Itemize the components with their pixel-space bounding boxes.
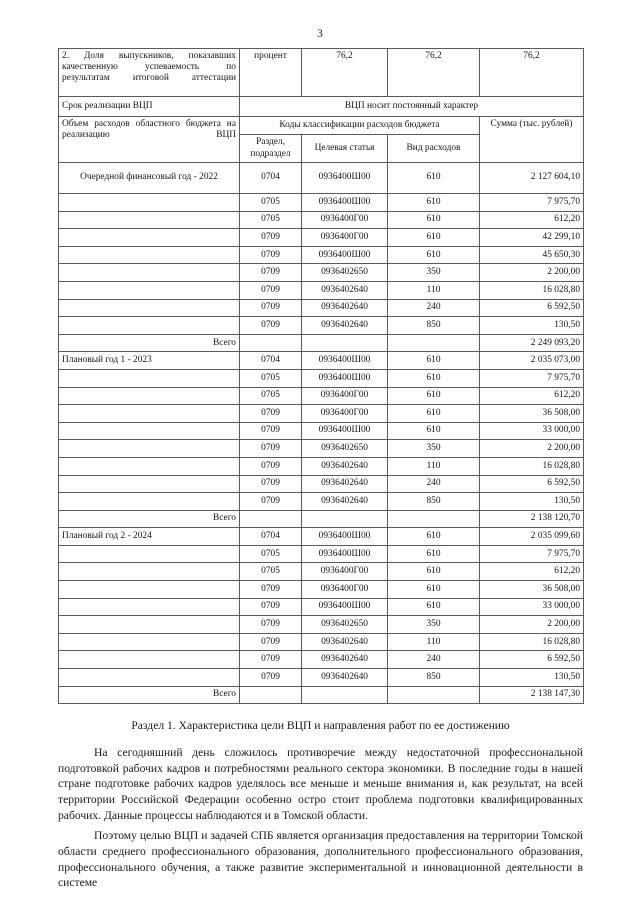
cell-vid: 610 — [388, 405, 480, 423]
cell-vid: 610 — [388, 598, 480, 616]
cell-celevaya: 0936402650 — [302, 616, 388, 634]
cell-razdel: 0704 — [240, 352, 302, 370]
cell-empty — [59, 317, 240, 335]
cell-vid: 350 — [388, 440, 480, 458]
cell-summa: 7 975,70 — [480, 369, 584, 387]
cell-empty — [59, 440, 240, 458]
cell-razdel: 0705 — [240, 194, 302, 212]
cell-summa: 16 028,80 — [480, 457, 584, 475]
table-row — [59, 246, 584, 264]
cell-razdel: 0709 — [240, 317, 302, 335]
table-row — [59, 163, 584, 194]
sum-label: Сумма (тыс. рублей) — [480, 117, 584, 163]
cell-vid: 350 — [388, 264, 480, 282]
table-row — [59, 422, 584, 440]
table-row — [59, 405, 584, 423]
cell-razdel: 0709 — [240, 457, 302, 475]
table-row — [59, 545, 584, 563]
cell-razdel: 0709 — [240, 299, 302, 317]
table-row-indicator — [59, 49, 584, 97]
table-row-total — [59, 686, 584, 704]
table-row — [59, 440, 584, 458]
cell-vid: 850 — [388, 317, 480, 335]
table-row — [59, 493, 584, 511]
cell-vid: 610 — [388, 229, 480, 247]
cell-empty — [59, 651, 240, 669]
document-body — [58, 48, 583, 891]
cell-celevaya: 0936402640 — [302, 493, 388, 511]
indicator-value-1: 76,2 — [302, 49, 388, 97]
paragraph-1: На сегодняшний день сложилось противоречие между недостаточной профессиональной подготовкой рабочих кадров и потребностями реального сектора экономики. В последние годы в нашей стране подготовке рабочих кадров уделялось все меньше и меньше внимания и, как результат, на всей территории Российской Федерации особенно остро стоит проблема подготовки квалифицированных рабочих. Данные процессы наблюдаются и в Томской области. — [58, 745, 583, 823]
cell-razdel: 0709 — [240, 669, 302, 687]
cell-razdel: 0709 — [240, 581, 302, 599]
cell-empty — [59, 211, 240, 229]
cell-summa: 6 592,50 — [480, 475, 584, 493]
cell-celevaya: 0936400Ш00 — [302, 163, 388, 194]
table-row — [59, 211, 584, 229]
cell-celevaya: 0936402650 — [302, 440, 388, 458]
cell-empty — [59, 475, 240, 493]
cell-summa: 2 035 073,00 — [480, 352, 584, 370]
table-row — [59, 581, 584, 599]
table-row — [59, 317, 584, 335]
total-label: Всего — [59, 334, 240, 352]
cell-razdel: 0704 — [240, 528, 302, 546]
cell-vid: 610 — [388, 352, 480, 370]
cell-celevaya: 0936400Ш00 — [302, 246, 388, 264]
table-row — [59, 281, 584, 299]
cell-summa: 45 650,30 — [480, 246, 584, 264]
cell-razdel: 0709 — [240, 229, 302, 247]
table-row — [59, 669, 584, 687]
cell-summa: 36 508,00 — [480, 581, 584, 599]
table-row — [59, 387, 584, 405]
section-heading: Раздел 1. Характеристика цели ВЦП и направления работ по ее достижению — [131, 719, 510, 733]
cell-empty — [59, 545, 240, 563]
cell-empty — [59, 299, 240, 317]
cell-empty — [302, 686, 388, 704]
cell-summa: 42 299,10 — [480, 229, 584, 247]
cell-empty — [240, 510, 302, 528]
cell-summa: 130,50 — [480, 669, 584, 687]
cell-razdel: 0709 — [240, 440, 302, 458]
cell-vid: 110 — [388, 633, 480, 651]
cell-razdel: 0705 — [240, 563, 302, 581]
section-title: Плановый год 2 - 2024 — [59, 528, 240, 546]
total-summa: 2 138 147,30 — [480, 686, 584, 704]
cell-razdel: 0709 — [240, 651, 302, 669]
cell-summa: 16 028,80 — [480, 633, 584, 651]
cell-empty — [59, 264, 240, 282]
cell-vid: 610 — [388, 163, 480, 194]
table-row — [59, 563, 584, 581]
cell-razdel: 0705 — [240, 369, 302, 387]
cell-razdel: 0709 — [240, 598, 302, 616]
table-row — [59, 369, 584, 387]
cell-summa: 6 592,50 — [480, 651, 584, 669]
table-row — [59, 264, 584, 282]
cell-summa: 7 975,70 — [480, 194, 584, 212]
cell-razdel: 0709 — [240, 422, 302, 440]
cell-vid: 850 — [388, 669, 480, 687]
cell-vid: 610 — [388, 387, 480, 405]
table-row — [59, 229, 584, 247]
total-label: Всего — [59, 510, 240, 528]
cell-celevaya: 0936402640 — [302, 299, 388, 317]
cell-vid: 610 — [388, 581, 480, 599]
cell-vid: 110 — [388, 457, 480, 475]
table-row — [59, 475, 584, 493]
cell-summa: 6 592,50 — [480, 299, 584, 317]
cell-empty — [59, 405, 240, 423]
cell-empty — [59, 616, 240, 634]
table-row — [59, 616, 584, 634]
cell-celevaya: 0936400Г00 — [302, 405, 388, 423]
cell-summa: 33 000,00 — [480, 422, 584, 440]
table-row — [59, 598, 584, 616]
table-row — [59, 528, 584, 546]
cell-vid: 610 — [388, 422, 480, 440]
cell-razdel: 0705 — [240, 211, 302, 229]
cell-summa: 2 200,00 — [480, 264, 584, 282]
cell-empty — [59, 598, 240, 616]
cell-vid: 610 — [388, 194, 480, 212]
table-row — [59, 194, 584, 212]
cell-summa: 2 200,00 — [480, 440, 584, 458]
cell-empty — [59, 281, 240, 299]
cell-summa: 36 508,00 — [480, 405, 584, 423]
cell-celevaya: 0936402640 — [302, 317, 388, 335]
table-row-total — [59, 334, 584, 352]
codes-label: Коды классификации расходов бюджета — [240, 117, 480, 135]
cell-summa: 2 200,00 — [480, 616, 584, 634]
cell-celevaya: 0936400Ш00 — [302, 369, 388, 387]
cell-summa: 130,50 — [480, 493, 584, 511]
cell-celevaya: 0936402650 — [302, 264, 388, 282]
indicator-unit: процент — [240, 49, 302, 97]
cell-razdel: 0705 — [240, 387, 302, 405]
cell-celevaya: 0936400Г00 — [302, 581, 388, 599]
expense-kind-label: Вид расходов — [388, 135, 480, 163]
cell-celevaya: 0936402640 — [302, 633, 388, 651]
table-row-header-top — [59, 117, 584, 135]
cell-razdel: 0709 — [240, 616, 302, 634]
page-number: 3 — [317, 28, 323, 40]
cell-empty — [59, 493, 240, 511]
table-row — [59, 651, 584, 669]
cell-empty — [59, 581, 240, 599]
cell-razdel: 0709 — [240, 405, 302, 423]
cell-razdel: 0709 — [240, 633, 302, 651]
table-row-total — [59, 510, 584, 528]
cell-celevaya: 0936402640 — [302, 457, 388, 475]
cell-empty — [59, 194, 240, 212]
cell-vid: 240 — [388, 651, 480, 669]
cell-razdel: 0709 — [240, 493, 302, 511]
cell-celevaya: 0936402640 — [302, 475, 388, 493]
budget-table — [58, 48, 584, 704]
cell-empty — [302, 334, 388, 352]
cell-empty — [59, 633, 240, 651]
cell-empty — [59, 387, 240, 405]
cell-vid: 240 — [388, 299, 480, 317]
razdel-label: Раздел, подраздел — [240, 135, 302, 163]
cell-summa: 612,20 — [480, 387, 584, 405]
cell-empty — [59, 669, 240, 687]
term-label: Срок реализации ВЦП — [59, 97, 240, 117]
total-summa: 2 249 093,20 — [480, 334, 584, 352]
indicator-value-3: 76,2 — [480, 49, 584, 97]
table-row-term — [59, 97, 584, 117]
cell-vid: 610 — [388, 369, 480, 387]
indicator-value-2: 76,2 — [388, 49, 480, 97]
cell-celevaya: 0936400Г00 — [302, 387, 388, 405]
cell-razdel: 0709 — [240, 281, 302, 299]
cell-vid: 610 — [388, 246, 480, 264]
cell-summa: 16 028,80 — [480, 281, 584, 299]
table-row — [59, 299, 584, 317]
total-label: Всего — [59, 686, 240, 704]
cell-vid: 850 — [388, 493, 480, 511]
cell-empty — [302, 510, 388, 528]
table-row — [59, 633, 584, 651]
cell-vid: 350 — [388, 616, 480, 634]
cell-empty — [59, 246, 240, 264]
term-value: ВЦП носит постоянный характер — [240, 97, 584, 117]
section-title: Плановый год 1 - 2023 — [59, 352, 240, 370]
cell-empty — [388, 686, 480, 704]
cell-celevaya: 0936402640 — [302, 281, 388, 299]
table-row — [59, 457, 584, 475]
cell-vid: 110 — [388, 281, 480, 299]
cell-celevaya: 0936400Г00 — [302, 563, 388, 581]
cell-razdel: 0709 — [240, 264, 302, 282]
cell-razdel: 0705 — [240, 545, 302, 563]
cell-celevaya: 0936400Ш00 — [302, 598, 388, 616]
cell-summa: 2 127 604,10 — [480, 163, 584, 194]
cell-empty — [59, 563, 240, 581]
cell-celevaya: 0936400Ш00 — [302, 422, 388, 440]
cell-razdel: 0709 — [240, 246, 302, 264]
cell-celevaya: 0936400Ш00 — [302, 545, 388, 563]
cell-summa: 130,50 — [480, 317, 584, 335]
cell-empty — [240, 686, 302, 704]
cell-celevaya: 0936400Г00 — [302, 229, 388, 247]
cell-vid: 240 — [388, 475, 480, 493]
cell-vid: 610 — [388, 563, 480, 581]
paragraph-2: Поэтому целью ВЦП и задачей СПБ является организация предоставления на территории Томской области среднего профессионального образования, дополнительного профессионального образования, профессионального обучения, а также развитие экспериментальной и инновационной деятельности в системе — [58, 828, 583, 890]
cell-celevaya: 0936402640 — [302, 651, 388, 669]
cell-celevaya: 0936400Ш00 — [302, 352, 388, 370]
cell-summa: 33 000,00 — [480, 598, 584, 616]
cell-empty — [59, 457, 240, 475]
cell-empty — [59, 229, 240, 247]
cell-empty — [240, 334, 302, 352]
cell-celevaya: 0936400Ш00 — [302, 194, 388, 212]
cell-razdel: 0704 — [240, 163, 302, 194]
cell-razdel: 0709 — [240, 475, 302, 493]
cell-summa: 612,20 — [480, 211, 584, 229]
cell-empty — [388, 510, 480, 528]
cell-celevaya: 0936400Ш00 — [302, 528, 388, 546]
section-title: Очередной финансовый год - 2022 — [59, 163, 240, 194]
cell-summa: 7 975,70 — [480, 545, 584, 563]
target-label: Целевая статья — [302, 135, 388, 163]
total-summa: 2 138 120,70 — [480, 510, 584, 528]
cell-celevaya: 0936402640 — [302, 669, 388, 687]
cell-empty — [388, 334, 480, 352]
cell-vid: 610 — [388, 211, 480, 229]
cell-summa: 612,20 — [480, 563, 584, 581]
cell-summa: 2 035 099,60 — [480, 528, 584, 546]
cell-empty — [59, 369, 240, 387]
indicator-label: 2. Доля выпускников, показавших качественную успеваемость по результатам итоговой аттестации — [59, 49, 240, 97]
cell-empty — [59, 422, 240, 440]
volume-label: Объем расходов областного бюджета на реализацию ВЦП — [59, 117, 240, 163]
cell-celevaya: 0936400Г00 — [302, 211, 388, 229]
cell-vid: 610 — [388, 528, 480, 546]
table-row — [59, 352, 584, 370]
cell-vid: 610 — [388, 545, 480, 563]
